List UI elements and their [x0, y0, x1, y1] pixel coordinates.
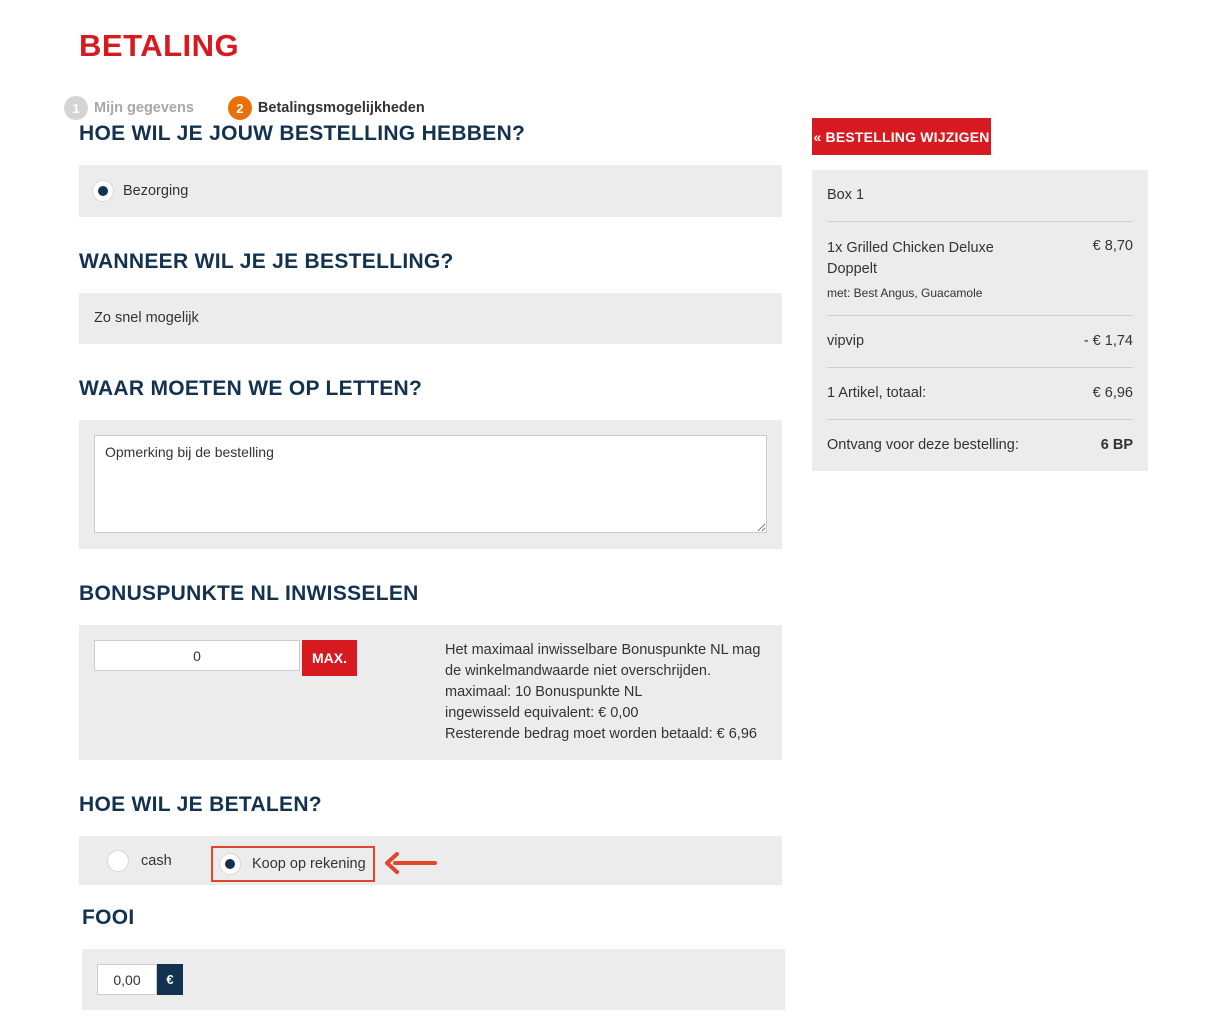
step-my-details[interactable] — [64, 96, 194, 120]
points-amount: 6 BP — [1100, 437, 1133, 453]
delivery-panel — [79, 165, 782, 217]
step-number: 2 — [228, 96, 252, 120]
summary-points-row — [827, 420, 1133, 471]
payment-option-invoice[interactable] — [211, 846, 375, 882]
summary-box-row — [827, 170, 1133, 222]
timing-section-title: WANNEER WIL JE JE BESTELLING? — [79, 250, 454, 273]
payment-section-title: HOE WIL JE BETALEN? — [79, 793, 322, 816]
cash-radio[interactable] — [107, 850, 129, 872]
discount-label: vipvip — [827, 333, 865, 349]
tip-section-title: FOOI — [82, 906, 135, 929]
bonus-info — [445, 640, 760, 745]
bonus-info-line: Resterende bedrag moet worden betaald: € 6,96 — [445, 726, 757, 742]
timing-panel — [79, 293, 782, 344]
delivery-radio[interactable] — [92, 180, 114, 202]
invoice-radio[interactable] — [219, 853, 241, 875]
bonus-info-line: maximaal: 10 Bonuspunkte NL — [445, 684, 643, 700]
bonus-info-line: de winkelmandwaarde niet overschrijden. — [445, 663, 711, 679]
change-order-button[interactable]: « BESTELLING WIJZIGEN — [812, 118, 991, 155]
bonus-panel — [79, 625, 782, 760]
delivery-option[interactable] — [79, 165, 782, 217]
summary-item-row — [827, 222, 1133, 316]
currency-addon: € — [157, 964, 183, 995]
payment-panel — [79, 836, 782, 885]
notes-section-title: WAAR MOETEN WE OP LETTEN? — [79, 377, 423, 400]
delivery-option-label: Bezorging — [123, 183, 189, 199]
summary-discount-row — [827, 316, 1133, 368]
order-summary — [812, 170, 1148, 471]
item-extras: met: Best Angus, Guacamole — [827, 286, 983, 300]
bonus-info-line: Het maximaal inwisselbare Bonuspunkte NL mag — [445, 642, 761, 658]
payment-option-cash[interactable] — [107, 836, 172, 885]
step-number: 1 — [64, 96, 88, 120]
item-price: € 8,70 — [1092, 238, 1133, 254]
discount-amount: - € 1,74 — [1083, 333, 1133, 349]
item-name: 1x Grilled Chicken Deluxe Doppelt — [827, 240, 994, 277]
payment-option-label: Koop op rekening — [252, 856, 366, 872]
bonus-points-input[interactable] — [94, 640, 300, 671]
summary-total-row — [827, 368, 1133, 420]
tip-panel — [82, 949, 785, 1010]
arrow-left-icon — [383, 851, 437, 875]
payment-option-label: cash — [141, 852, 172, 869]
checkout-steps — [64, 96, 459, 120]
order-notes-textarea[interactable] — [94, 435, 767, 533]
tip-amount-input[interactable] — [97, 964, 157, 995]
step-label: Betalingsmogelijkheden — [257, 100, 425, 116]
points-label: Ontvang voor deze bestelling: — [827, 437, 1019, 453]
delivery-section-title: HOE WIL JE JOUW BESTELLING HEBBEN? — [79, 122, 526, 145]
page-title: BETALING — [79, 28, 240, 63]
step-payment-options — [228, 96, 425, 120]
total-label: 1 Artikel, totaal: — [827, 385, 927, 401]
timing-value: Zo snel mogelijk — [94, 310, 199, 326]
bonus-info-line: ingewisseld equivalent: € 0,00 — [445, 705, 639, 721]
step-label: Mijn gegevens — [94, 100, 194, 116]
bonus-section-title: BONUSPUNKTE NL INWISSELEN — [79, 582, 419, 605]
notes-panel — [79, 420, 782, 549]
box-label: Box 1 — [827, 187, 865, 203]
max-button[interactable]: MAX. — [302, 640, 357, 676]
total-amount: € 6,96 — [1092, 385, 1133, 401]
